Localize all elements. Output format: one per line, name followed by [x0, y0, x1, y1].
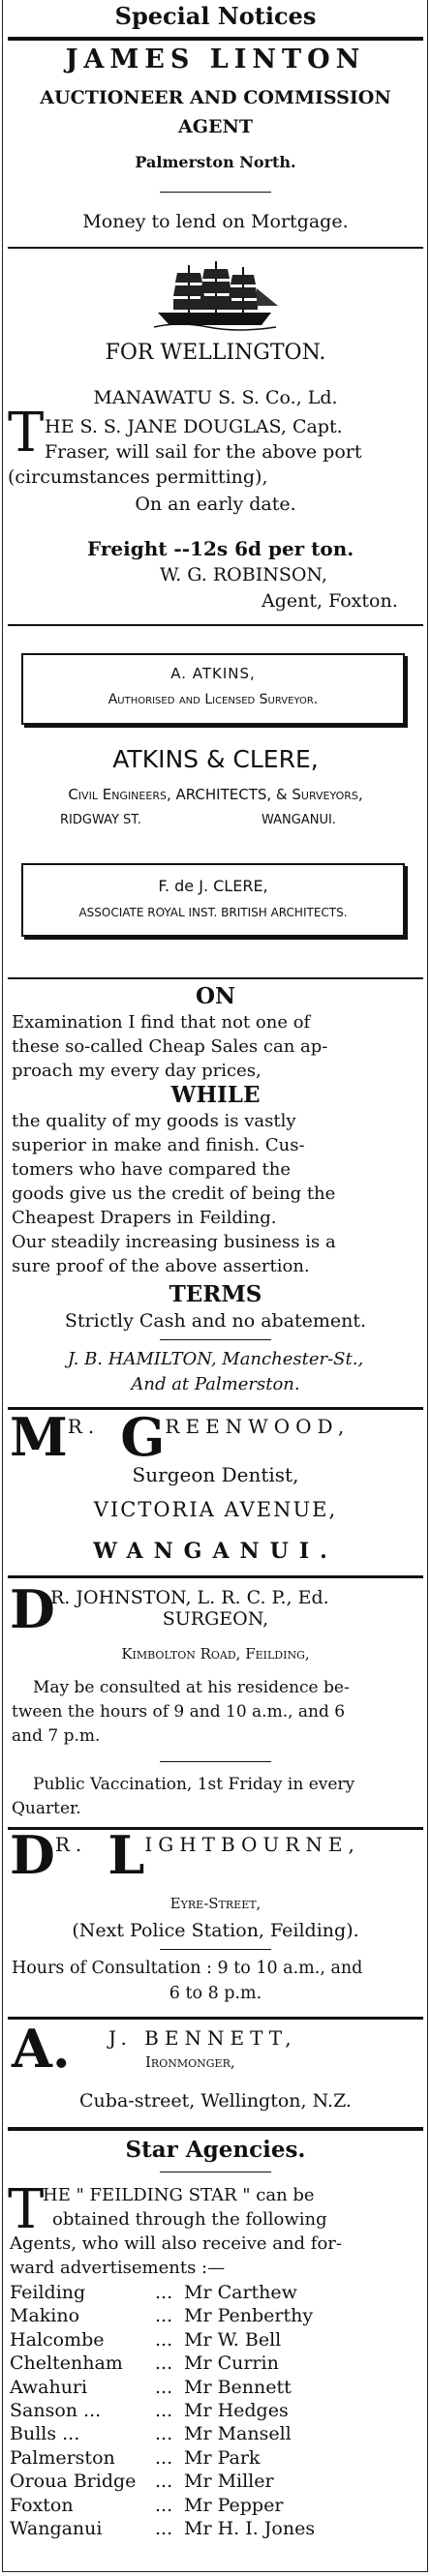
name-part: IGHTBOURNE,: [144, 1833, 360, 1856]
divider: [8, 1575, 423, 1578]
agent-row: [10, 2495, 425, 2516]
text-line: obtained through the following: [52, 2209, 327, 2230]
ship-line1: HE S. S. JANE DOUGLAS, Capt.: [45, 416, 343, 437]
text-line: May be consulted at his residence be-: [33, 1678, 350, 1697]
greenwood-street: VICTORIA AVENUE,: [93, 1498, 338, 1521]
star-heading: Star Agencies.: [125, 2137, 306, 2163]
hamilton-para2: [12, 1109, 336, 1278]
text-line: the quality of my goods is vastly: [12, 1111, 296, 1131]
firm-desc: Civil Engineers, ARCHITECTS, & Surveyors,: [68, 786, 363, 803]
agent-place: Wanganui: [10, 2518, 103, 2539]
ship-dropcap: T: [8, 402, 45, 464]
divider: [160, 1339, 271, 1340]
divider: [8, 247, 423, 249]
ship-agent-name: W. G. ROBINSON,: [160, 564, 327, 585]
lightbourne-name: [10, 1824, 360, 1886]
firm-name: ATKINS & CLERE,: [112, 745, 319, 773]
name-part: R.: [67, 1415, 101, 1438]
atkins-title: Authorised and Licensed Surveyor.: [108, 692, 319, 707]
linton-line2: AGENT: [178, 116, 253, 137]
text-line: Public Vaccination, 1st Friday in every: [33, 1775, 355, 1794]
firm-street: RIDGWAY ST.: [60, 813, 141, 827]
agent-place: Feilding: [10, 2282, 86, 2303]
divider: [160, 192, 271, 193]
agent-place: Makino: [10, 2305, 80, 2327]
text-line: HE " FEILDING STAR " can be: [43, 2185, 315, 2205]
agent-dots: ...: [155, 2471, 173, 2493]
greenwood-town: WANGANUI.: [93, 1539, 338, 1564]
atkins-name: A. ATKINS,: [170, 665, 256, 682]
agent-name: Mr Hedges: [184, 2400, 289, 2421]
text-line: and 7 p.m.: [12, 1726, 101, 1746]
lightbourne-near: (Next Police Station, Feilding).: [72, 1920, 359, 1941]
bennett-dropcap: A.: [12, 2018, 71, 2080]
bennett-name: J. BENNETT,: [108, 2026, 297, 2050]
johnston-line2: SURGEON,: [162, 1608, 269, 1630]
divider: [8, 37, 423, 41]
ship-heading: FOR WELLINGTON.: [105, 341, 326, 365]
text-line: goods give us the credit of being the: [12, 1183, 336, 1204]
agent-dots: ...: [155, 2494, 173, 2516]
agent-name: Mr Carthew: [184, 2282, 297, 2303]
text-line: Our steadily increasing business is a: [12, 1232, 336, 1252]
agent-row: [10, 2400, 425, 2421]
agent-place: Palmerston: [10, 2446, 115, 2469]
agent-place: Halcombe: [10, 2328, 105, 2351]
lightbourne-hours1: Hours of Consultation : 9 to 10 a.m., and: [12, 1959, 363, 1978]
agent-row: [10, 2282, 425, 2303]
hamilton-terms-text: Strictly Cash and no abatement.: [64, 1310, 367, 1332]
text-line: Agents, who will also receive and for-: [10, 2233, 342, 2254]
agent-dots: ...: [155, 2423, 173, 2445]
text-line: Examination I find that not one of: [12, 1012, 311, 1033]
agent-dots: ...: [155, 2328, 173, 2351]
text-line: proach my every day prices,: [12, 1061, 262, 1081]
dropcap: G: [120, 1406, 166, 1468]
agent-name: Mr Penberthy: [184, 2305, 314, 2327]
agent-name: Mr Bennett: [184, 2376, 292, 2398]
ship-freight: Freight --12s 6d per ton.: [87, 537, 354, 560]
divider: [8, 2127, 423, 2131]
johnston-line1: R. JOHNSTON, L. R. C. P., Ed.: [50, 1587, 329, 1608]
linton-money: Money to lend on Mortgage.: [82, 211, 349, 232]
agent-place: Bulls ...: [10, 2423, 80, 2445]
agent-dots: ...: [155, 2446, 173, 2469]
linton-name: JAMES LINTON: [65, 45, 366, 75]
agent-place: Foxton: [10, 2494, 74, 2516]
agent-row: [10, 2329, 425, 2351]
ship-company: MANAWATU S. S. Co., Ld.: [93, 387, 338, 408]
bennett-address: Cuba-street, Wellington, N.Z.: [79, 2090, 352, 2112]
clere-box: [21, 863, 405, 937]
text-line: these so-called Cheap Sales can ap-: [12, 1036, 328, 1057]
ship-line2: Fraser, will sail for the above port: [45, 441, 362, 463]
text-line: superior in make and finish. Cus-: [12, 1135, 305, 1155]
agent-dots: ...: [155, 2352, 173, 2375]
hamilton-terms: TERMS: [169, 1281, 262, 1307]
agent-dots: ...: [155, 2282, 173, 2303]
agent-dots: ...: [155, 2400, 173, 2421]
text-line: Cheapest Drapers in Feilding.: [12, 1208, 277, 1228]
text-line: tomers who have compared the: [12, 1159, 291, 1180]
star-intro-bottom: [10, 2232, 342, 2280]
agent-name: Mr Mansell: [184, 2423, 292, 2445]
agent-row: [10, 2352, 425, 2374]
divider: [160, 1949, 271, 1950]
divider: [8, 1407, 423, 1410]
johnston-dropcap: D: [10, 1578, 55, 1640]
agent-row: [10, 2377, 425, 2398]
star-dropcap: T: [8, 2178, 45, 2241]
atkins-box: [21, 653, 405, 725]
divider: [160, 1761, 271, 1762]
agent-dots: ...: [155, 2305, 173, 2327]
agent-name: Mr Park: [184, 2446, 261, 2469]
divider: [8, 624, 423, 626]
lightbourne-street: Eyre-Street,: [169, 1895, 262, 1912]
bennett-trade: Ironmonger,: [145, 2053, 235, 2071]
agent-row: [10, 2447, 425, 2469]
text-line: sure proof of the above assertion.: [12, 1256, 310, 1276]
agent-dots: ...: [155, 2376, 173, 2398]
dropcap: L: [108, 1824, 145, 1886]
lightbourne-hours2: 6 to 8 p.m.: [169, 1984, 262, 2003]
clere-name: F. de J. CLERE,: [158, 877, 268, 895]
agent-row: [10, 2471, 425, 2492]
section-title: Special Notices: [114, 2, 317, 30]
agent-place: Cheltenham: [10, 2352, 123, 2375]
agent-name: Mr Miller: [184, 2471, 274, 2493]
name-part: R.: [54, 1833, 88, 1856]
johnston-hours: [12, 1676, 350, 1749]
agent-row: [10, 2305, 425, 2326]
hamilton-para1: [12, 1010, 327, 1083]
linton-place: Palmerston North.: [135, 153, 296, 171]
dropcap: M: [10, 1406, 68, 1468]
hamilton-sig1: J. B. HAMILTON, Manchester-St.,: [67, 1349, 364, 1369]
divider: [8, 977, 423, 979]
hamilton-on: ON: [195, 983, 236, 1009]
greenwood-name: [10, 1406, 351, 1468]
agent-name: Mr Pepper: [184, 2494, 284, 2516]
ship-icon: [150, 259, 281, 332]
text-line: ward advertisements :—: [10, 2258, 226, 2278]
johnston-vaccination: [12, 1773, 354, 1821]
hamilton-while: WHILE: [170, 1082, 261, 1108]
clere-title: ASSOCIATE ROYAL INST. BRITISH ARCHITECTS.: [78, 906, 348, 919]
agent-name: Mr H. I. Jones: [184, 2518, 316, 2539]
ship-agent-place: Agent, Foxton.: [262, 590, 398, 612]
star-intro-top: [43, 2183, 327, 2232]
name-part: REENWOOD,: [165, 1415, 351, 1438]
greenwood-title: Surgeon Dentist,: [132, 1463, 299, 1486]
agent-place: Oroua Bridge: [10, 2471, 137, 2493]
agent-dots: ...: [155, 2518, 173, 2539]
johnston-address: Kimbolton Road, Feilding,: [121, 1645, 310, 1662]
hamilton-sig2: And at Palmerston.: [131, 1374, 300, 1394]
text-line: Quarter.: [12, 1799, 81, 1818]
agent-place: Awahuri: [10, 2376, 88, 2398]
agent-name: Mr Currin: [184, 2352, 279, 2375]
firm-town: WANGANUI.: [262, 813, 336, 827]
ship-line4: On an early date.: [135, 494, 296, 515]
ship-line3: (circumstances permitting),: [8, 466, 268, 488]
dropcap: D: [10, 1824, 55, 1886]
text-line: tween the hours of 9 and 10 a.m., and 6: [12, 1702, 346, 1722]
linton-line1: AUCTIONEER AND COMMISSION: [40, 87, 391, 108]
agent-name: Mr W. Bell: [184, 2328, 282, 2351]
agent-place: Sanson ...: [10, 2400, 102, 2421]
agent-row: [10, 2423, 425, 2444]
agent-row: [10, 2518, 425, 2539]
